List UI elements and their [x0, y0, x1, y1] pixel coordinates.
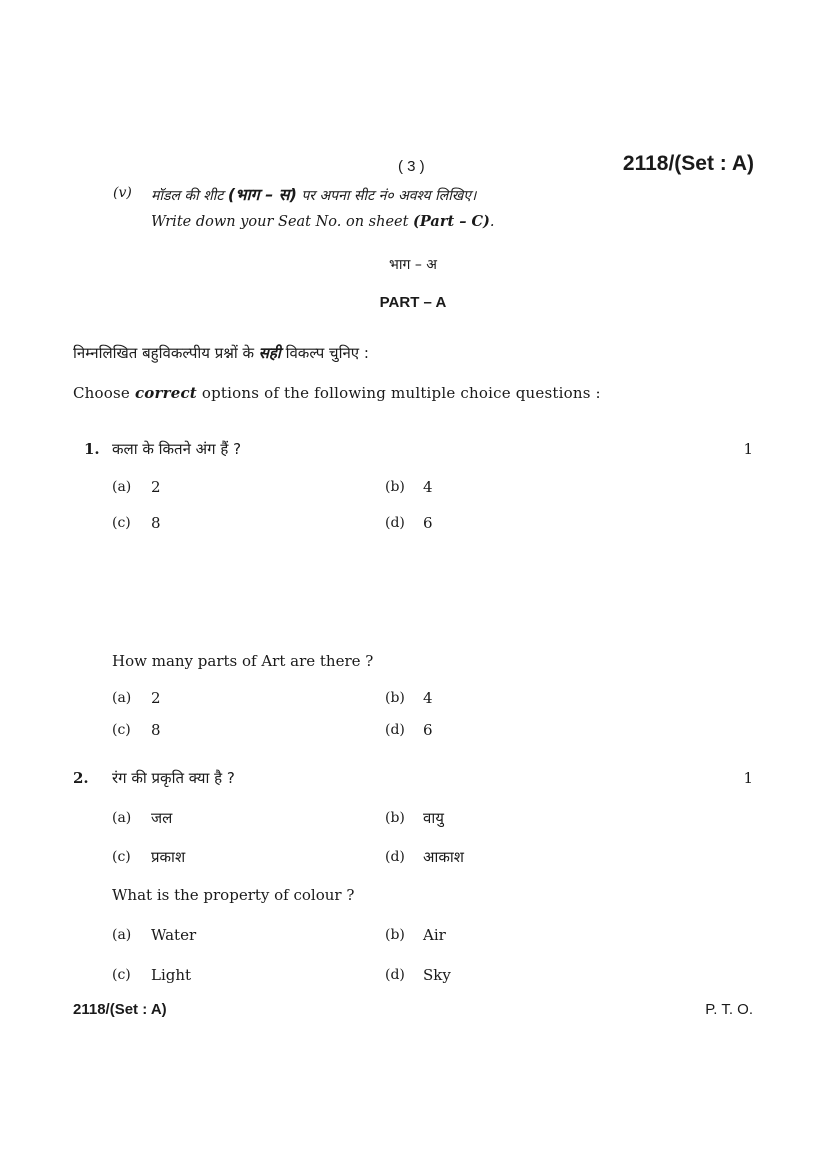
intro-hindi: [73, 343, 369, 363]
instruction-hindi-suffix: पर अपना सीट नं० अवश्य लिखिए।: [301, 188, 477, 204]
intro-english-suffix: options of the following multiple choice questions :: [201, 384, 601, 402]
option-label: (a): [112, 810, 132, 826]
option-value: 6: [423, 721, 433, 739]
option-label: (d): [385, 722, 405, 738]
section-title-english: PART – A: [379, 294, 447, 311]
paper-code-footer: 2118/(Set : A): [73, 1001, 167, 1018]
question-text-english: What is the property of colour ?: [112, 886, 355, 904]
intro-english-prefix: Choose: [73, 384, 130, 402]
option-label: (b): [385, 479, 405, 495]
option-label: (c): [112, 967, 131, 983]
option-value: 8: [151, 514, 161, 532]
instruction-english: [151, 213, 495, 230]
option-value: वायु: [423, 809, 444, 827]
instruction-label: (v): [113, 185, 132, 201]
question-number: 2.: [73, 769, 89, 787]
option-value: Light: [151, 966, 192, 984]
option-value: प्रकाश: [151, 848, 186, 866]
option-value: जल: [151, 809, 173, 827]
option-label: (a): [112, 927, 132, 943]
intro-english: [73, 384, 601, 402]
instruction-hindi-prefix: मॉडल की शीट: [151, 188, 224, 204]
intro-english-emphasis: correct: [134, 384, 197, 402]
option-value: 8: [151, 721, 161, 739]
option-value: आकाश: [423, 848, 464, 866]
instruction-hindi: [151, 183, 476, 205]
option-label: (a): [112, 479, 132, 495]
option-value: 6: [423, 514, 433, 532]
option-label: (b): [385, 690, 405, 706]
option-label: (b): [385, 927, 405, 943]
question-text-hindi: रंग की प्रकृति क्या है ?: [112, 769, 235, 787]
option-value: Air: [423, 926, 446, 944]
intro-hindi-prefix: निम्नलिखित बहुविकल्पीय प्रश्नों के: [73, 344, 255, 362]
option-label: (c): [112, 515, 131, 531]
page-number: ( 3 ): [398, 158, 425, 175]
intro-hindi-suffix: विकल्प चुनिए :: [285, 344, 369, 362]
option-value: Water: [151, 926, 197, 944]
instruction-hindi-part: (भाग – स): [227, 185, 297, 204]
question-text-english: How many parts of Art are there ?: [112, 652, 374, 670]
question-text-hindi: कला के कितने अंग हैं ?: [112, 440, 242, 458]
intro-hindi-emphasis: सही: [258, 344, 281, 362]
option-label: (d): [385, 515, 405, 531]
option-value: 2: [151, 478, 161, 496]
question-marks: 1: [743, 769, 753, 787]
option-value: 4: [423, 689, 433, 707]
option-value: 4: [423, 478, 433, 496]
instruction-english-part: (Part – C): [413, 213, 490, 230]
option-label: (a): [112, 690, 132, 706]
option-value: 2: [151, 689, 161, 707]
option-label: (b): [385, 810, 405, 826]
instruction-english-prefix: Write down your Seat No. on sheet: [151, 214, 409, 230]
section-title-hindi: भाग – अ: [389, 257, 437, 273]
option-label: (d): [385, 967, 405, 983]
option-value: Sky: [423, 966, 451, 984]
paper-code-header: 2118/(Set : A): [622, 152, 754, 175]
question-number: 1.: [84, 440, 100, 458]
option-label: (c): [112, 722, 131, 738]
instruction-english-suffix: .: [489, 214, 495, 230]
pto-label: P. T. O.: [705, 1001, 753, 1018]
question-marks: 1: [743, 440, 753, 458]
option-label: (c): [112, 849, 131, 865]
option-label: (d): [385, 849, 405, 865]
